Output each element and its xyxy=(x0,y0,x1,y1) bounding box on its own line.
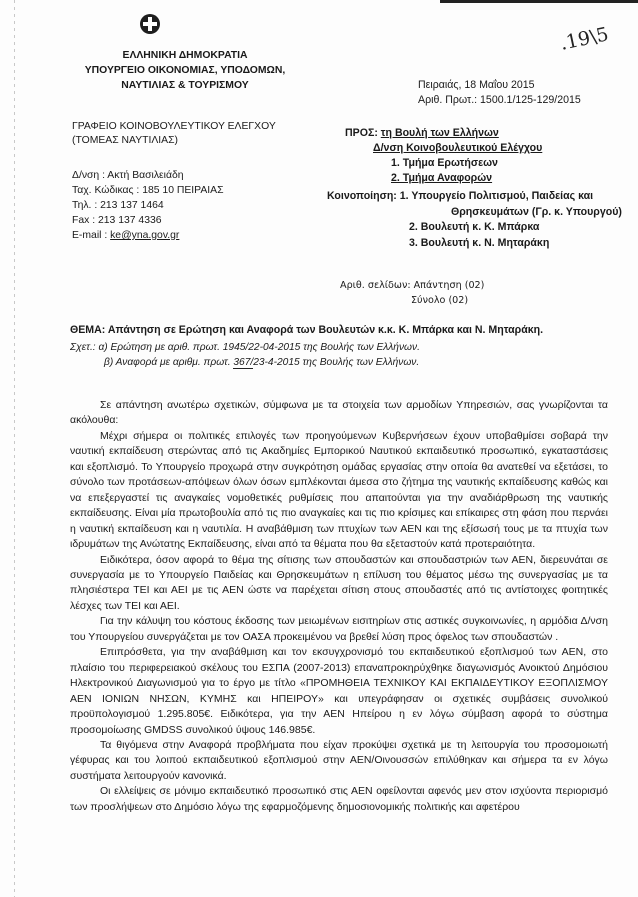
address: Δ/νση : Ακτή Βασιλειάδη xyxy=(72,170,184,181)
pages-total: Σύνολο (02) xyxy=(411,295,469,306)
email-row xyxy=(72,228,224,243)
ministry-line: ΝΑΥΤΙΛΙΑΣ & ΤΟΥΡΙΣΜΟΥ xyxy=(121,80,249,91)
related-item-b-prefix: β) Αναφορά με αριθμ. πρωτ. xyxy=(104,357,234,368)
protocol-number: Αριθ. Πρωτ.: 1500.1/125-129/2015 xyxy=(418,94,581,106)
email-label: E-mail : xyxy=(72,230,111,241)
body-paragraph: Επιπρόσθετα, για την αναβάθμιση και τον εκσυγχρονισμό του εκπαιδευτικού εξοπλισμού των ΑΕΝ, στο πλαίσιο του περιφερειακού σκέλους του ΕΣΠΑ (2007-2013) επαναπροκηρύχθηκε διαγωνισμός Ανοικτού Δημόσιου Ηλεκτρονικού Διαγωνισμού για το έργο με τίτλο «ΠΡΟΜΗΘΕΙΑ ΤΕΧΝΙΚΟΥ ΚΑΙ ΕΚΠΑΙΔΕΥΤΙΚΟΥ ΕΞΟΠΛΙΣΜΟΥ ΑΕΝ ΙΟΝΙΩΝ ΝΗΣΩΝ, ΚΥΜΗΣ και ΗΠΕΙΡΟΥ» και υπεγράφησαν οι σχετικές συμβάσεις συνολικού προϋπολογισμού 1.295.805€. Ειδικότερα, για την ΑΕΝ Ηπείρου η εν λόγω σύμβαση αφορά το σύστημα προσομοίωσης GMDSS συνολικού ύψους 146.985€. xyxy=(70,646,608,736)
cc-item: 1. Υπουργείο Πολιτισμού, Παιδείας και xyxy=(399,190,594,202)
ministry-line: ΥΠΟΥΡΓΕΙΟ ΟΙΚΟΝΟΜΙΑΣ, ΥΠΟΔΟΜΩΝ, xyxy=(84,65,286,76)
cc-item: 2. Βουλευτή κ. Κ. Μπάρκα xyxy=(409,221,540,233)
postal-code: Ταχ. Κώδικας : 185 10 ΠΕΙΡΑΙΑΣ xyxy=(72,185,224,196)
recipient-label: ΠΡΟΣ: xyxy=(345,127,381,139)
body-paragraph: Ειδικότερα, όσον αφορά το θέμα της σίτισης των σπουδαστών και σπουδαστριών των ΑΕΝ, διερευνάται σε συνεργασία με το Υπουργείο Παιδείας και Θρησκευμάτων η επίλυση του θέματος μέσω της συνεργασίας με τα πλησιέστερα ΤΕΙ και ΑΕΙ με τις ΑΕΝ ώστε να παρέχεται σίτιση στους σπουδαστές από τις αντίστοιχες φοιτητικές λέσχες των ΤΕΙ και ΑΕΙ. xyxy=(70,553,608,612)
related-item-a: α) Ερώτηση με αριθ. πρωτ. 1945/22-04-2015 της Βουλής των Ελλήνων. xyxy=(98,342,420,353)
greek-coat-of-arms-icon xyxy=(140,14,160,34)
office-line: ΓΡΑΦΕΙΟ ΚΟΙΝΟΒΟΥΛΕΥΤΙΚΟΥ ΕΛΕΓΧΟΥ xyxy=(72,121,276,132)
body-paragraph: Οι ελλείψεις σε μόνιμο εκπαιδευτικό προσωπικό στις ΑΕΝ οφείλονται αφενός μεν στον ισχύοντα περιορισμό των προσλήψεων στο Δημόσιο λόγω της εφαρμοζόμενης δημοσιονομικής πολιτικής και αφετέρου xyxy=(70,785,608,813)
pages-answer: Απάντηση (02) xyxy=(413,280,485,291)
fax: Fax : 213 137 4336 xyxy=(72,215,162,226)
pages-label: Αριθ. σελίδων: xyxy=(340,280,414,291)
handwritten-note: .19\5 xyxy=(558,23,611,55)
body-paragraph: Μέχρι σήμερα οι πολιτικές επιλογές των προηγούμενων Κυβερνήσεων έχουν υποβαθμίσει σοβαρά την ναυτική εκπαίδευση στερώντας από τις Ακαδημίες Εμπορικού Ναυτικού εκπαιδευτικό προσωπικό, εγκαταστάσεις και εξοπλισμό. Το Υπουργείο προχωρά στην συγκρότηση ομάδας εργασίας στην οποία θα ανατεθεί να εξετάσει, το σύνολο των προτάσεων-απόψεων όλων όσων εμπλέκονται άμεσα στο ζήτημα της ναυτικής εκπαίδευσης καθώς και να επεξεργαστεί τις αναγκαίες νομοθετικές ρυθμίσεις που απαιτούνται για την αναδιάρθρωση της ναυτικής εκπαίδευσης. Είναι μία πρωτοβουλία από τις πιο αναγκαίες και τις πιο κρίσιμες και επίκαιρες στη φάση που περνάει η ναυτική εκπαίδευση και η ναυτιλία. Η αναβάθμιση των πτυχίων των ΑΕΝ και της εξίσωσή τους με τα πτυχία των ιδρυμάτων της Ανώτατης Εκπαίδευσης, είναι από τα θέματα που θα εξεταστούν κατά προτεραιότητα. xyxy=(70,429,608,551)
scan-page-edge xyxy=(14,0,15,897)
recipient-line: τη Βουλή των Ελλήνων xyxy=(380,127,499,139)
recipient-line: Δ/νση Κοινοβουλευτικού Ελέγχου xyxy=(373,142,543,154)
ministry-line: ΕΛΛΗΝΙΚΗ ΔΗΜΟΚΡΑΤΙΑ xyxy=(122,50,248,61)
cc-item: Θρησκευμάτων (Γρ. κ. Υπουργού) xyxy=(451,205,622,218)
office-name xyxy=(72,120,276,148)
recipient-block xyxy=(345,126,542,186)
date-block xyxy=(418,78,581,108)
ministry-header xyxy=(70,48,300,93)
cc-label: Κοινοποίηση: xyxy=(327,190,400,202)
body-paragraph: Για την κάλυψη του κόστους έκδοσης των μειωμένων εισιτηρίων στις αστικές συγκοινωνίες, η αρμόδια Δ/νση του Υπουργείου συνεργάζεται με τον ΟΑΣΑ προκειμένου να βρεθεί λύση προς όφελος των σπουδαστών . xyxy=(70,615,608,643)
recipient-line: 2. Τμήμα Αναφορών xyxy=(391,172,493,184)
related-label: Σχετ.: xyxy=(70,342,99,353)
related-item-b-number: 367/ xyxy=(233,357,254,368)
page-count-block xyxy=(340,278,484,308)
email-link[interactable]: ke@yna.gov.gr xyxy=(110,230,180,241)
phone: Τηλ. : 213 137 1464 xyxy=(72,200,164,211)
body-paragraph: Τα θιγόμενα στην Αναφορά προβλήματα που είχαν προκύψει σχετικά με τη λειτουργία του προσομοιωτή γέφυρας και του λοιπού εκπαιδευτικού εξοπλισμού στην ΑΕΝ/Οινουσσών επιλύθηκαν και σήμερα τα εν λόγω συστήματα λειτουργούν κανονικά. xyxy=(70,738,608,782)
cc-block xyxy=(327,189,622,251)
body-paragraph: Σε απάντηση ανωτέρω σχετικών, σύμφωνα με τα στοιχεία των αρμοδίων Υπηρεσιών, σας γνωρίζονται τα ακόλουθα: xyxy=(70,399,608,427)
scan-top-bar xyxy=(440,0,638,3)
contact-info xyxy=(72,168,224,243)
related-references xyxy=(70,340,420,370)
letter-body xyxy=(70,398,608,815)
office-line: (ΤΟΜΕΑΣ ΝΑΥΤΙΛΙΑΣ) xyxy=(72,135,178,146)
document-date: Πειραιάς, 18 Μαΐου 2015 xyxy=(418,79,535,91)
cc-item: 3. Βουλευτή κ. Ν. Μηταράκη xyxy=(409,236,550,249)
subject-line: ΘΕΜΑ: Απάντηση σε Ερώτηση και Αναφορά των Βουλευτών κ.κ. Κ. Μπάρκα και Ν. Μηταράκη. xyxy=(70,324,544,336)
recipient-line: 1. Τμήμα Ερωτήσεων xyxy=(391,157,498,169)
related-item-b-suffix: 23-4-2015 της Βουλής των Ελλήνων. xyxy=(253,357,420,368)
